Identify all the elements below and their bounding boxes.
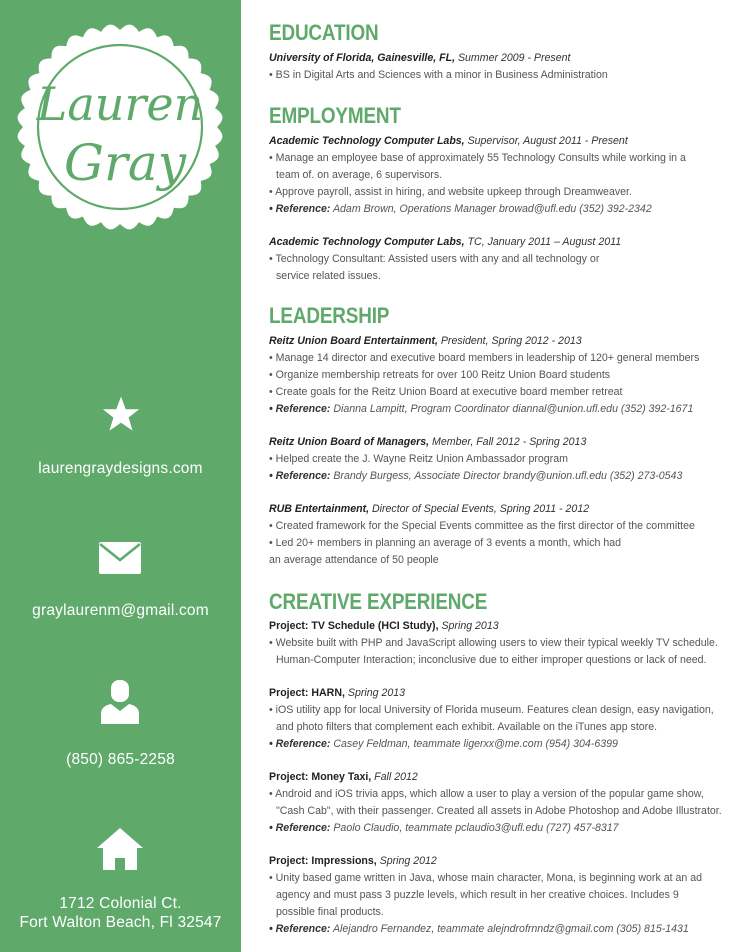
job-bullet: • Manage an employee base of approximately 55 Technology Consults while working in a: [269, 152, 686, 164]
role-reference: • Reference: Dianna Lampitt, Program Coordinator diannal@union.ufl.edu (352) 392-1671: [269, 403, 694, 415]
project-reference: • Reference: Paolo Claudio, teammate pclaudio3@ufl.edu (727) 457-8317: [269, 822, 619, 834]
job-bullet: • Technology Consultant: Assisted users with any and all technology or: [269, 253, 600, 265]
project-title: Project: HARN, Spring 2013: [269, 687, 406, 699]
job-bullet: service related issues.: [276, 270, 381, 282]
house-icon: [97, 828, 143, 870]
role-bullet: • Led 20+ members in planning an average of 3 events a month, which had: [269, 537, 622, 549]
project-bullet: Human-Computer Interaction; inconclusive due to either improper questions or lack of need.: [276, 654, 707, 666]
role-title: Reitz Union Board of Managers, Member, Fall 2012 - Spring 2013: [269, 436, 587, 448]
role-bullet: • Organize membership retreats for over 100 Reitz Union Board students: [269, 369, 611, 381]
project-bullet: • iOS utility app for local University of Florida museum. Features clean design, easy navigation,: [269, 704, 714, 716]
role-bullet: • Create goals for the Reitz Union Board at executive board member retreat: [269, 386, 623, 398]
project-title: Project: Impressions, Spring 2012: [269, 855, 437, 867]
job-bullet: • Approve payroll, assist in hiring, and website upkeep through Dreamweaver.: [269, 186, 632, 198]
email-link[interactable]: graylaurenm@gmail.com: [32, 602, 209, 619]
creative-heading: CREATIVE EXPERIENCE: [269, 589, 488, 614]
address-line-1: 1712 Colonial Ct.: [59, 895, 182, 912]
leadership-heading: LEADERSHIP: [269, 303, 390, 328]
person-icon: [101, 680, 139, 724]
employment-heading: EMPLOYMENT: [269, 103, 401, 128]
website-link[interactable]: laurengraydesigns.com: [38, 460, 203, 477]
role-reference: • Reference: Brandy Burgess, Associate Director brandy@union.ufl.edu (352) 273-0543: [269, 470, 683, 482]
job-reference: • Reference: Adam Brown, Operations Manager browad@ufl.edu (352) 392-2342: [269, 203, 652, 215]
name-badge: [17, 16, 223, 238]
education-heading: EDUCATION: [269, 20, 379, 45]
project-bullet: • Unity based game written in Java, whose main character, Mona, is beginning work at an ad: [269, 872, 702, 884]
education-title: University of Florida, Gainesville, FL, Summer 2009 - Present: [269, 52, 571, 64]
role-bullet: an average attendance of 50 people: [269, 554, 439, 566]
job-title: Academic Technology Computer Labs, TC, January 2011 – August 2011: [269, 236, 622, 248]
role-title: Reitz Union Board Entertainment, President, Spring 2012 - 2013: [269, 335, 582, 347]
project-bullet: agency and must pass 3 puzzle levels, which result in her creative choices. Includes 9: [276, 889, 679, 901]
project-title: Project: TV Schedule (HCI Study), Spring 2013: [269, 620, 499, 632]
role-bullet: • Manage 14 director and executive board members in leadership of 120+ general members: [269, 352, 700, 364]
project-bullet: • Website built with PHP and JavaScript allowing users to view their typical weekly TV schedule.: [269, 637, 718, 649]
envelope-icon: [99, 542, 141, 574]
name-last: Gray: [64, 134, 186, 192]
project-bullet: "Cash Cab", with their passenger. Created all assets in Adobe Photoshop and Adobe Illustrator.: [276, 805, 722, 817]
address-line-2: Fort Walton Beach, Fl 32547: [19, 914, 222, 931]
job-bullet: team of. on average, 6 supervisors.: [276, 169, 443, 181]
project-reference: • Reference: Alejandro Fernandez, teammate alejndrofrnndz@gmail.com (305) 815-1431: [269, 923, 689, 935]
name-first: Lauren: [36, 77, 204, 131]
project-title: Project: Money Taxi, Fall 2012: [269, 771, 418, 783]
education-bullet: • BS in Digital Arts and Sciences with a minor in Business Administration: [269, 69, 608, 81]
star-icon: [102, 395, 140, 433]
project-bullet: and photo filters that complement each exhibit. Available on the iTunes app store.: [276, 721, 658, 733]
role-bullet: • Helped create the J. Wayne Reitz Union Ambassador program: [269, 453, 568, 465]
sidebar: [0, 0, 241, 952]
role-title: RUB Entertainment, Director of Special Events, Spring 2011 - 2012: [269, 503, 590, 515]
project-reference: • Reference: Casey Feldman, teammate ligerxx@me.com (954) 304-6399: [269, 738, 618, 750]
address: [0, 894, 241, 932]
project-bullet: • Android and iOS trivia apps, which allow a user to play a version of the popular game show,: [269, 788, 704, 800]
phone-number[interactable]: (850) 865-2258: [66, 751, 175, 768]
job-title: Academic Technology Computer Labs, Supervisor, August 2011 - Present: [269, 135, 628, 147]
project-bullet: possible final products.: [276, 906, 384, 918]
role-bullet: • Created framework for the Special Events committee as the first director of the committee: [269, 520, 695, 532]
